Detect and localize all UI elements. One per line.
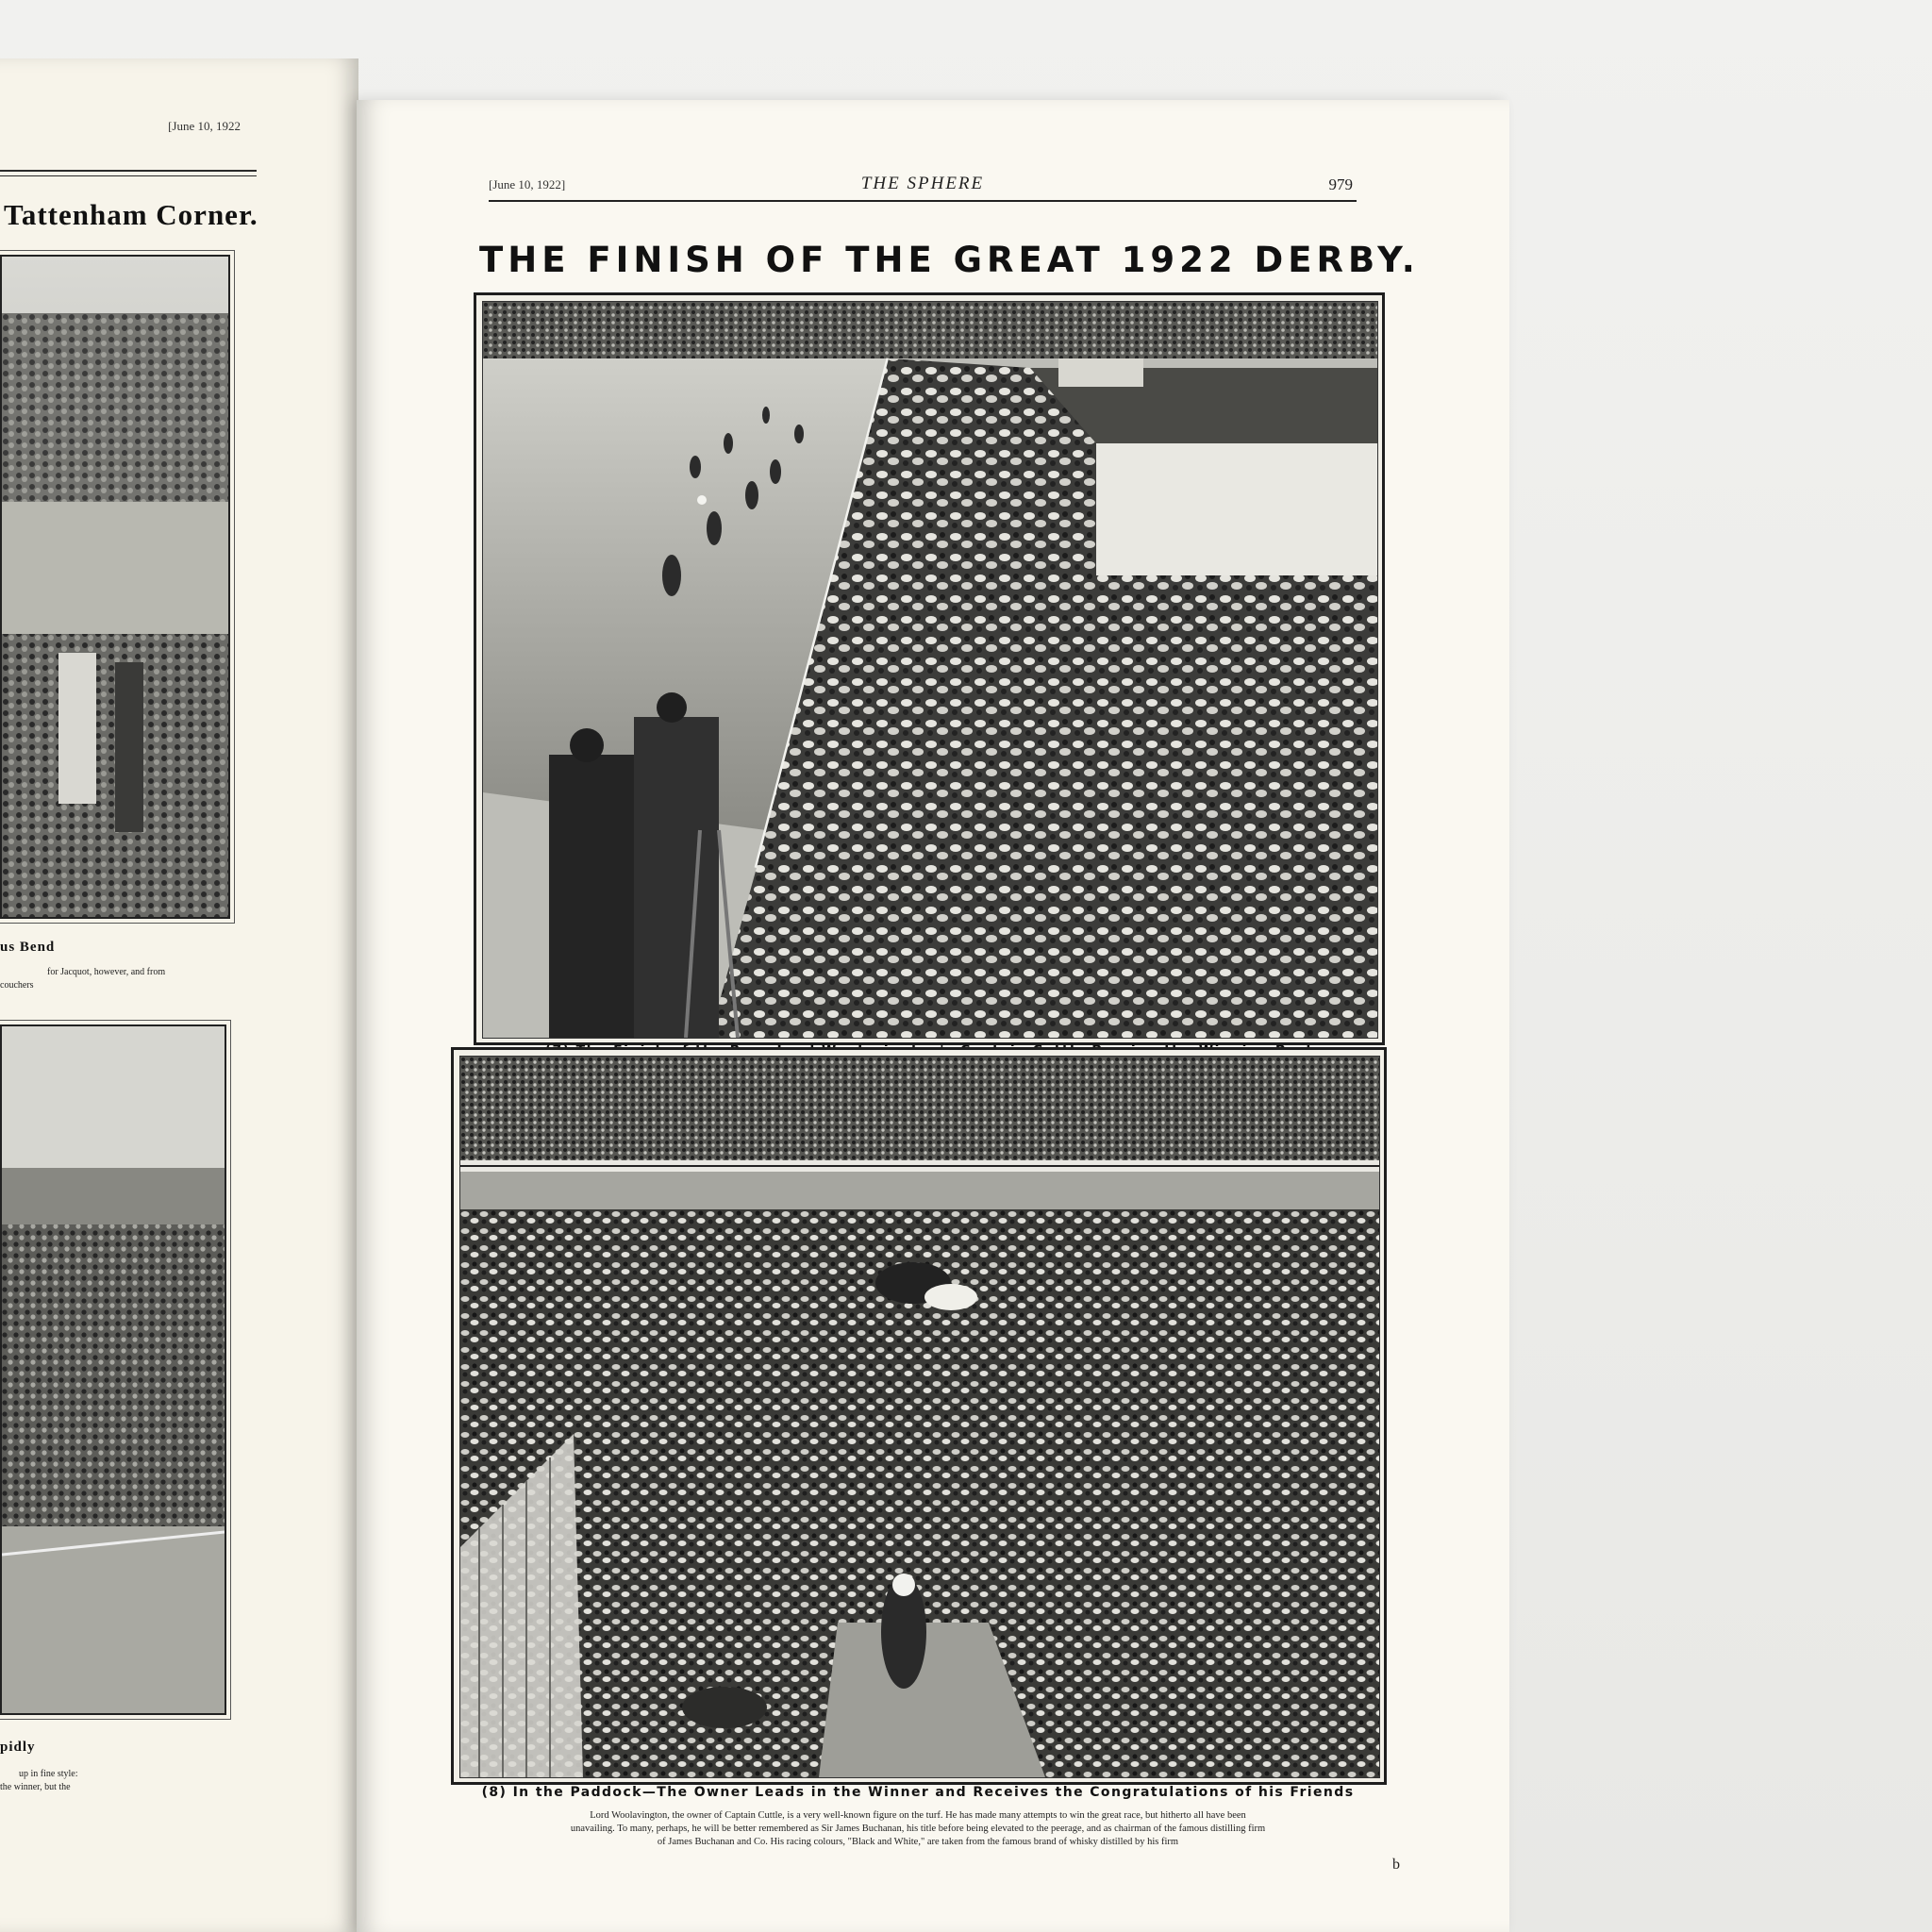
right-page: [357, 100, 1509, 1932]
left-page-caption-top-line: couchers: [0, 980, 34, 991]
left-page-photo-bottom: [0, 1024, 226, 1715]
left-page-photo-top: [0, 255, 230, 919]
page-title: THE FINISH OF THE GREAT 1922 DERBY.: [479, 240, 1420, 280]
page-header: [489, 174, 1357, 198]
magazine-name: THE SPHERE: [860, 174, 985, 193]
left-page-date: [June 10, 1922: [168, 119, 241, 133]
left-page-caption-top-line: for Jacquot, however, and from: [47, 967, 166, 977]
left-page-caption-bottom-text: [0, 1768, 78, 1794]
signature-mark: b: [1392, 1857, 1400, 1873]
left-page-caption-bottom-line: up in fine style:: [19, 1769, 78, 1779]
header-rule: [489, 200, 1357, 202]
left-page-header-rule-thin: [0, 175, 257, 176]
photo-2-caption-line: of James Buchanan and Co. His racing colours, "Black and White," are taken from the famous brand of whisky distilled by his firm: [657, 1837, 1179, 1847]
photo-paddock-image: [459, 1056, 1380, 1778]
photo-finish-image: [482, 301, 1378, 1039]
photo-2-caption-text: [451, 1809, 1385, 1849]
left-page-title: Tattenham Corner.: [4, 198, 258, 231]
left-page: [0, 58, 358, 1932]
left-page-caption-bottom-line: the winner, but the: [0, 1782, 71, 1792]
photo-paddock: [451, 1047, 1387, 1785]
page-number: 979: [1328, 175, 1353, 193]
photo-finish-of-race: [474, 292, 1385, 1045]
header-date: [June 10, 1922]: [489, 177, 566, 192]
photo-2-caption-line: unavailing. To many, perhaps, he will be better remembered as Sir James Buchanan, his title before being elevated to the peerage, and as chairman of the famous distilling firm: [570, 1824, 1266, 1834]
left-page-caption-bottom-heading: pidly: [0, 1740, 36, 1755]
left-page-header-rule: [0, 170, 257, 172]
left-page-caption-top-heading: us Bend: [0, 940, 56, 955]
photo-2-caption-line: Lord Woolavington, the owner of Captain Cuttle, is a very well-known figure on the turf. He has made many attempts to win the great race, but hitherto all have been: [590, 1810, 1246, 1821]
left-page-caption-top-text: [0, 966, 165, 992]
photo-2-caption-heading: (8) In the Paddock—The Owner Leads in the Winner and Receives the Congratulations of his Friends: [481, 1785, 1355, 1800]
